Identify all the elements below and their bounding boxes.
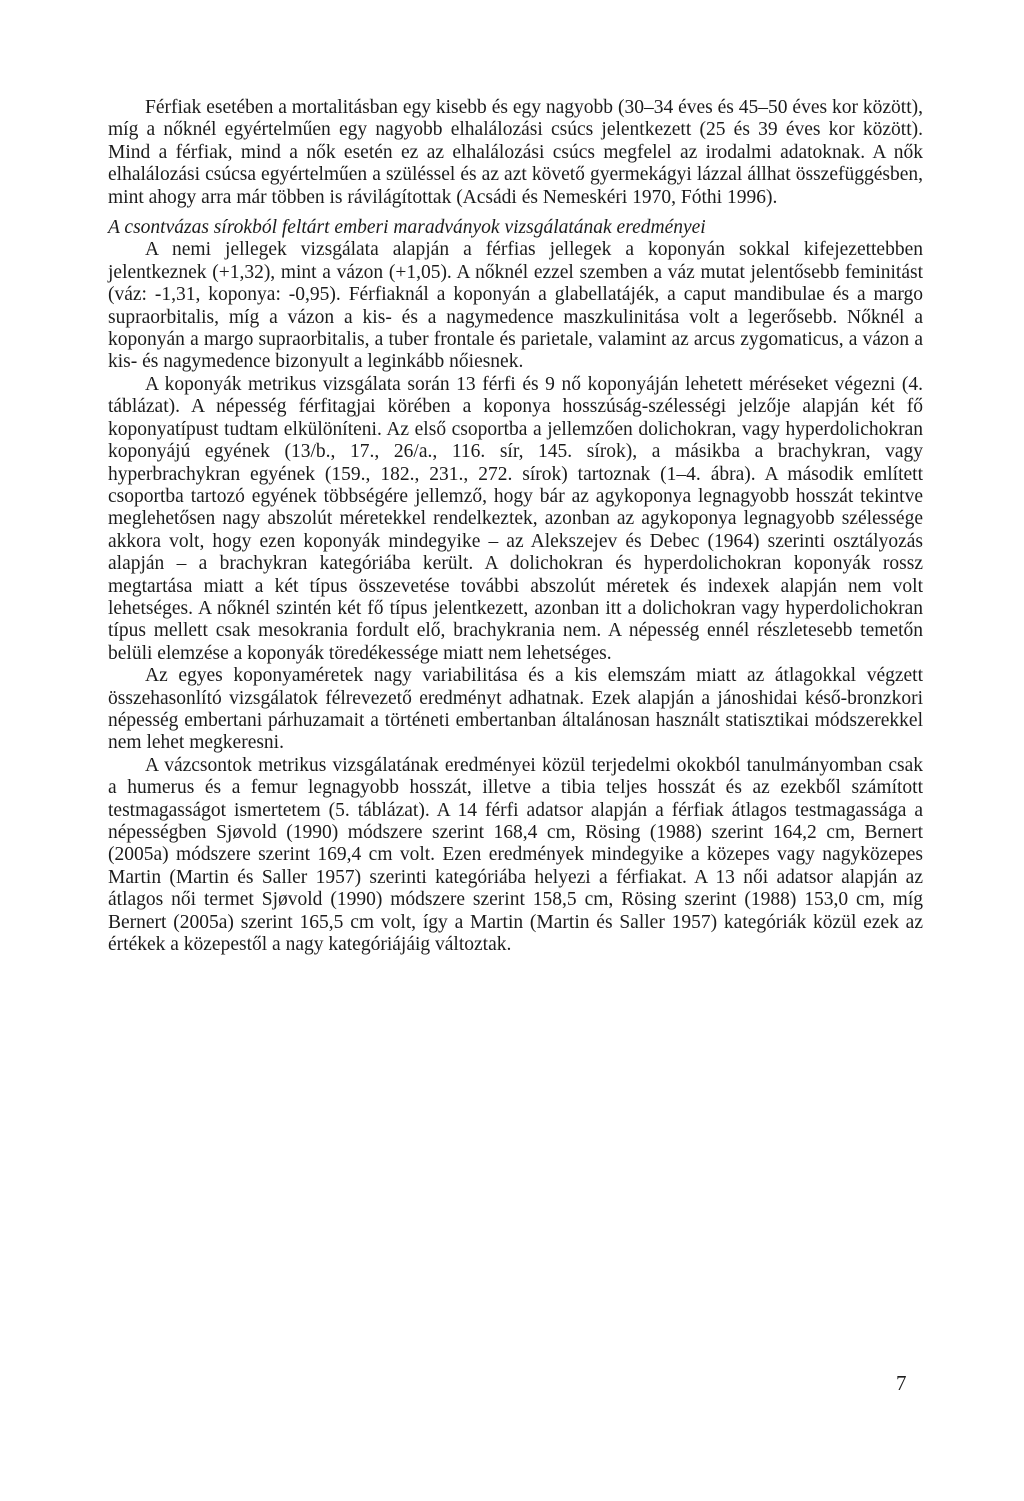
section-heading: A csontvázas sírokból feltárt emberi maradványok vizsgálatának eredményei	[108, 217, 706, 239]
paragraph-mortality: Férfiak esetében a mortalitásban egy kisebb és egy nagyobb (30–34 éves és 45–50 éves kor között), míg a nőknél egyértelműen egy nagyobb elhalálozási csúcs jelentkezett (25 és 39 éves kor között). Mind a férfiak, mind a nők esetén ez az elhalálozási csúcs megfelel az irodalmi adatoknak. A nők elhalálozási csúcsa egyértelműen a szüléssel és az azt követő gyermekágyi lázzal állhat összefüggésben, mint ahogy arra már többen is rávilágítottak (Acsádi és Nemeskéri 1970, Fóthi 1996).	[108, 97, 923, 208]
paragraph-comparison: Az egyes koponyaméretek nagy variabilitása és a kis elemszám miatt az átlagokkal végzett összehasonlító vizsgálatok félrevezető eredményt adhatnak. Ezek alapján a jánoshidai késő-bronzkori népesség embertani párhuzamait a történeti embertanban általánosan használt statisztikai módszerekkel nem lehet megkeresni.	[108, 665, 923, 754]
page-number: 7	[896, 1371, 907, 1395]
paragraph-sex-traits: A nemi jellegek vizsgálata alapján a férfias jellegek a koponyán sokkal kifejezettebben jelentkeznek (+1,32), mint a vázon (+1,05). A nőknél ezzel szemben a váz mutat jelentősebb feminitást (váz: -1,31, koponya: -0,95). Férfiaknál a koponyán a glabellatájék, a caput mandibulae és a margo supraorbitalis, míg a vázon a kis- és a nagymedence maszkulinitása volt a legerősebb. Nőknél a koponyán a margo supraorbitalis, a tuber frontale és parietale, valamint az arcus zygomaticus, a vázon a kis- és nagymedence bizonyult a leginkább nőiesnek.	[108, 239, 923, 373]
document-page	[108, 97, 923, 956]
paragraph-stature: A vázcsontok metrikus vizsgálatának eredményei közül terjedelmi okokból tanulmányomban csak a humerus és a femur legnagyobb hosszát, illetve a tibia teljes hosszát és az ezekből számított testmagasságot ismertetem (5. táblázat). A 14 férfi adatsor alapján a férfiak átlagos testmagassága a népességben Sjøvold (1990) módszere szerint 168,4 cm, Rösing (1988) szerint 164,2 cm, Bernert (2005a) módszere szerint 169,4 cm volt. Ezen eredmények mindegyike a közepes vagy nagyközepes Martin (Martin és Saller 1957) szerinti kategóriába helyezi a férfiakat. A 13 női adatsor alapján az átlagos női termet Sjøvold (1990) módszere szerint 158,5 cm, Rösing szerint (1988) 153,0 cm, míg Bernert (2005a) szerint 165,5 cm volt, így a Martin (Martin és Saller 1957) kategóriák közül ezek az értékek a közepestől a nagy kategóriájáig változtak.	[108, 754, 923, 956]
paragraph-skull-metrics: A koponyák metrikus vizsgálata során 13 férfi és 9 nő koponyáján lehetett méréseket végezni (4. táblázat). A népesség férfitagjai körében a koponya hosszúság-szélességi jelzője alapján két fő koponyatípust tudtam elkülöníteni. Az első csoportba a jellemzően dolichokran, vagy hyperdolichokran koponyájú egyének (13/b., 17., 26/a., 116. sír, 145. sírok), a másikba a brachykran, vagy hyperbrachykran egyének (159., 182., 231., 272. sírok) tartoznak (1–4. ábra). A második említett csoportba tartozó egyének többségére jellemző, hogy bár az agykoponya legnagyobb hosszát tekintve meglehetősen nagy abszolút méretekkel rendelkeztek, azonban az agykoponya legnagyobb szélessége akkora volt, hogy ezen koponyák mindegyike – az Alekszejev és Debec (1964) szerinti osztályozás alapján – a brachykran kategóriába került. A dolichokran és hyperdolichokran koponyák rossz megtartása miatt a két típus összevetése további abszolút méretek és indexek alapján nem volt lehetséges. A nőknél szintén két fő típus jelentkezett, azonban itt a dolichokran vagy hyperdolichokran típus mellett csak mesokrania fordult elő, brachykrania nem. A népesség ennél részletesebb temetőn belüli elemzése a koponyák töredékessége miatt nem lehetséges.	[108, 373, 923, 664]
